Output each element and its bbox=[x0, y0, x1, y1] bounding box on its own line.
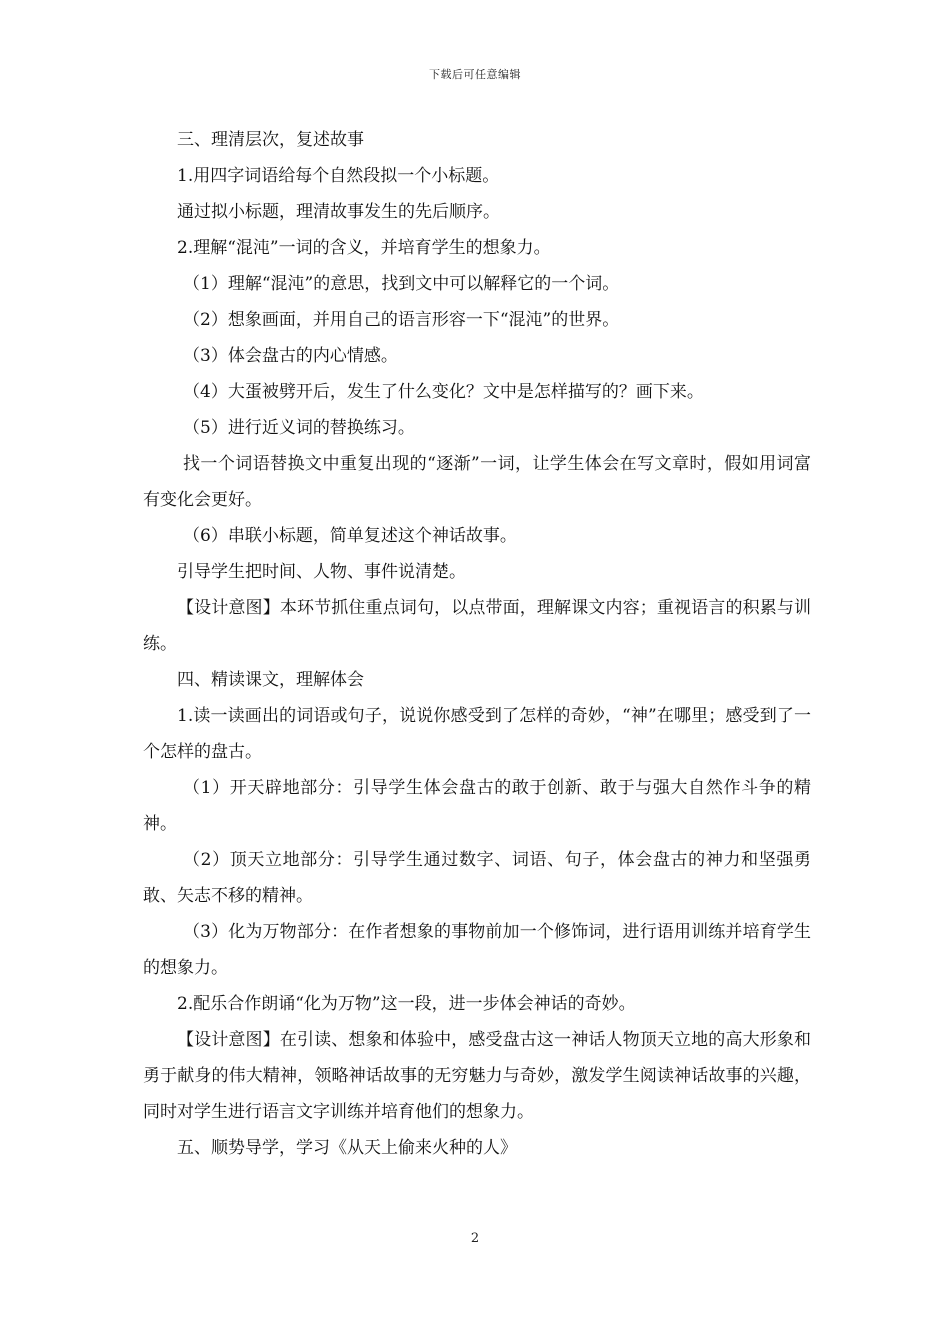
design-intent-paragraph: 【设计意图】在引读、想象和体验中，感受盘古这一神话人物顶天立地的高大形象和勇于献身的伟大精神，领略神话故事的无穷魅力与奇妙，激发学生阅读神话故事的兴趣，同时对学生进行语言文字训练并培育他们的想象力。 bbox=[143, 1030, 811, 1122]
page-number: 2 bbox=[470, 1231, 480, 1246]
section-heading-3: 三、理清层次，复述故事 bbox=[177, 130, 364, 150]
list-item: （3）体会盘古的内心情感。 bbox=[183, 346, 398, 366]
list-item: （4）大蛋被劈开后，发生了什么变化？文中是怎样描写的？画下来。 bbox=[183, 382, 704, 402]
paragraph: 找一个词语替换文中重复出现的“逐渐”一词，让学生体会在写文章时，假如用词富有变化会更好。 bbox=[143, 454, 811, 510]
list-item: （6）串联小标题，简单复述这个神话故事。 bbox=[183, 526, 517, 546]
page-header: 下载后可任意编辑 bbox=[429, 68, 521, 81]
list-item: （2）顶天立地部分：引导学生通过数字、词语、句子，体会盘古的神力和坚强勇敢、矢志不移的精神。 bbox=[143, 850, 811, 906]
paragraph: 2.理解“混沌”一词的含义，并培育学生的想象力。 bbox=[177, 238, 551, 258]
section-heading-4: 四、精读课文，理解体会 bbox=[177, 670, 364, 690]
paragraph: 通过拟小标题，理清故事发生的先后顺序。 bbox=[177, 202, 500, 222]
section-heading-5: 五、顺势导学，学习《从天上偷来火种的人》 bbox=[177, 1138, 517, 1158]
paragraph: 2.配乐合作朗诵“化为万物”这一段，进一步体会神话的奇妙。 bbox=[177, 994, 636, 1014]
list-item: （5）进行近义词的替换练习。 bbox=[183, 418, 415, 438]
list-item: （1）理解“混沌”的意思，找到文中可以解释它的一个词。 bbox=[183, 274, 620, 294]
paragraph: 引导学生把时间、人物、事件说清楚。 bbox=[177, 562, 466, 582]
paragraph: 1.用四字词语给每个自然段拟一个小标题。 bbox=[177, 166, 500, 186]
design-intent-paragraph: 【设计意图】本环节抓住重点词句，以点带面，理解课文内容；重视语言的积累与训练。 bbox=[143, 598, 811, 654]
paragraph: 1.读一读画出的词语或句子，说说你感受到了怎样的奇妙，“神”在哪里；感受到了一个怎样的盘古。 bbox=[143, 706, 811, 762]
document-body bbox=[143, 122, 811, 1166]
list-item: （1）开天辟地部分：引导学生体会盘古的敢于创新、敢于与强大自然作斗争的精神。 bbox=[143, 778, 811, 834]
list-item: （3）化为万物部分：在作者想象的事物前加一个修饰词，进行语用训练并培育学生的想象力。 bbox=[143, 922, 811, 978]
list-item: （2）想象画面，并用自己的语言形容一下“混沌”的世界。 bbox=[183, 310, 620, 330]
